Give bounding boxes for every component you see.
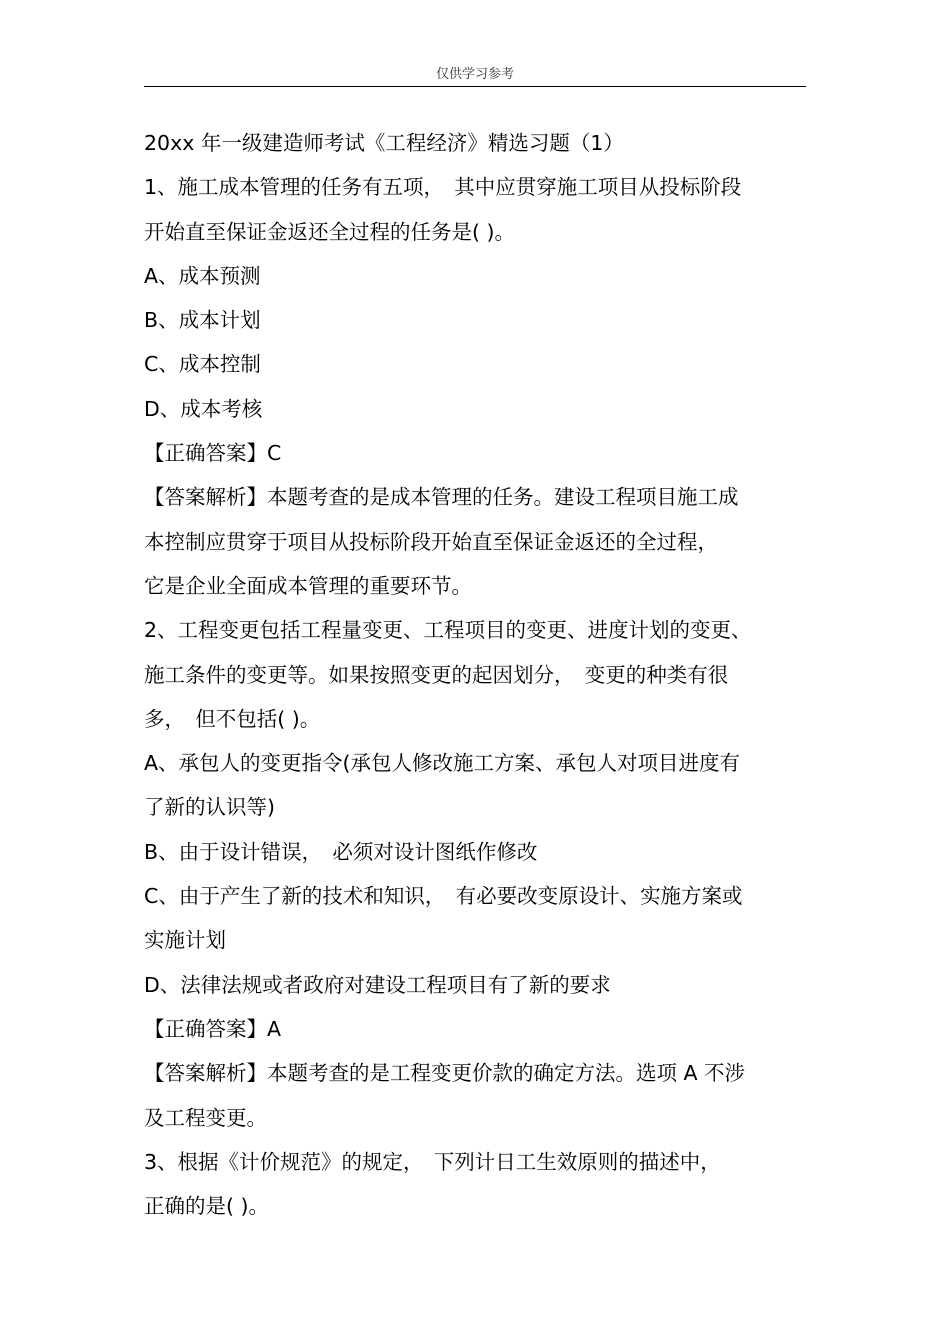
question-2-option-d: D、法律法规或者政府对建设工程项目有了新的要求 (144, 972, 611, 997)
question-2-option-a: A、承包人的变更指令(承包人修改施工方案、承包人对项目进度有 (144, 751, 741, 776)
question-2-answer: 【正确答案】A (144, 1016, 282, 1041)
question-1-option-a: A、成本预测 (144, 263, 261, 288)
question-3-stem-cont: 正确的是( )。 (144, 1194, 270, 1219)
question-1-explanation-cont: 本控制应贯穿于项目从投标阶段开始直至保证金返还的全过程， (144, 529, 718, 554)
question-2-stem-cont: 多， 但不包括( )。 (144, 706, 321, 731)
question-2-option-a-cont: 了新的认识等) (144, 795, 275, 820)
question-1-stem: 1、施工成本管理的任务有五项， 其中应贯穿施工项目从投标阶段 (144, 175, 742, 200)
question-1-explanation-cont: 它是企业全面成本管理的重要环节。 (144, 573, 472, 598)
doc-title: 20xx 年一级建造师考试《工程经济》精选习题（1） (144, 131, 624, 155)
question-2-explanation-cont: 及工程变更。 (144, 1105, 267, 1130)
question-3-stem: 3、根据《计价规范》的规定， 下列计日工生效原则的描述中， (144, 1149, 721, 1174)
question-1-stem-cont: 开始直至保证金返还全过程的任务是( )。 (144, 219, 516, 244)
question-1-answer: 【正确答案】C (144, 441, 282, 466)
header-divider (144, 86, 806, 87)
document-body (144, 121, 806, 1228)
question-1-option-d: D、成本考核 (144, 396, 263, 421)
question-2-stem: 2、工程变更包括工程量变更、工程项目的变更、进度计划的变更、 (144, 618, 752, 643)
question-2-option-b: B、由于设计错误， 必须对设计图纸作修改 (144, 839, 538, 864)
question-2-option-c-cont: 实施计划 (144, 928, 226, 953)
page-header-text: 仅供学习参考 (435, 67, 514, 82)
question-2-option-c: C、由于产生了新的技术和知识， 有必要改变原设计、实施方案或 (144, 884, 743, 909)
question-1-explanation: 【答案解析】本题考查的是成本管理的任务。建设工程项目施工成 (144, 485, 739, 510)
question-2-explanation: 【答案解析】本题考查的是工程变更价款的确定方法。选项 A 不涉 (144, 1061, 746, 1086)
question-2-stem-cont: 施工条件的变更等。如果按照变更的起因划分， 变更的种类有很 (144, 662, 729, 687)
question-1-option-b: B、成本计划 (144, 308, 261, 333)
question-1-option-c: C、成本控制 (144, 352, 261, 377)
